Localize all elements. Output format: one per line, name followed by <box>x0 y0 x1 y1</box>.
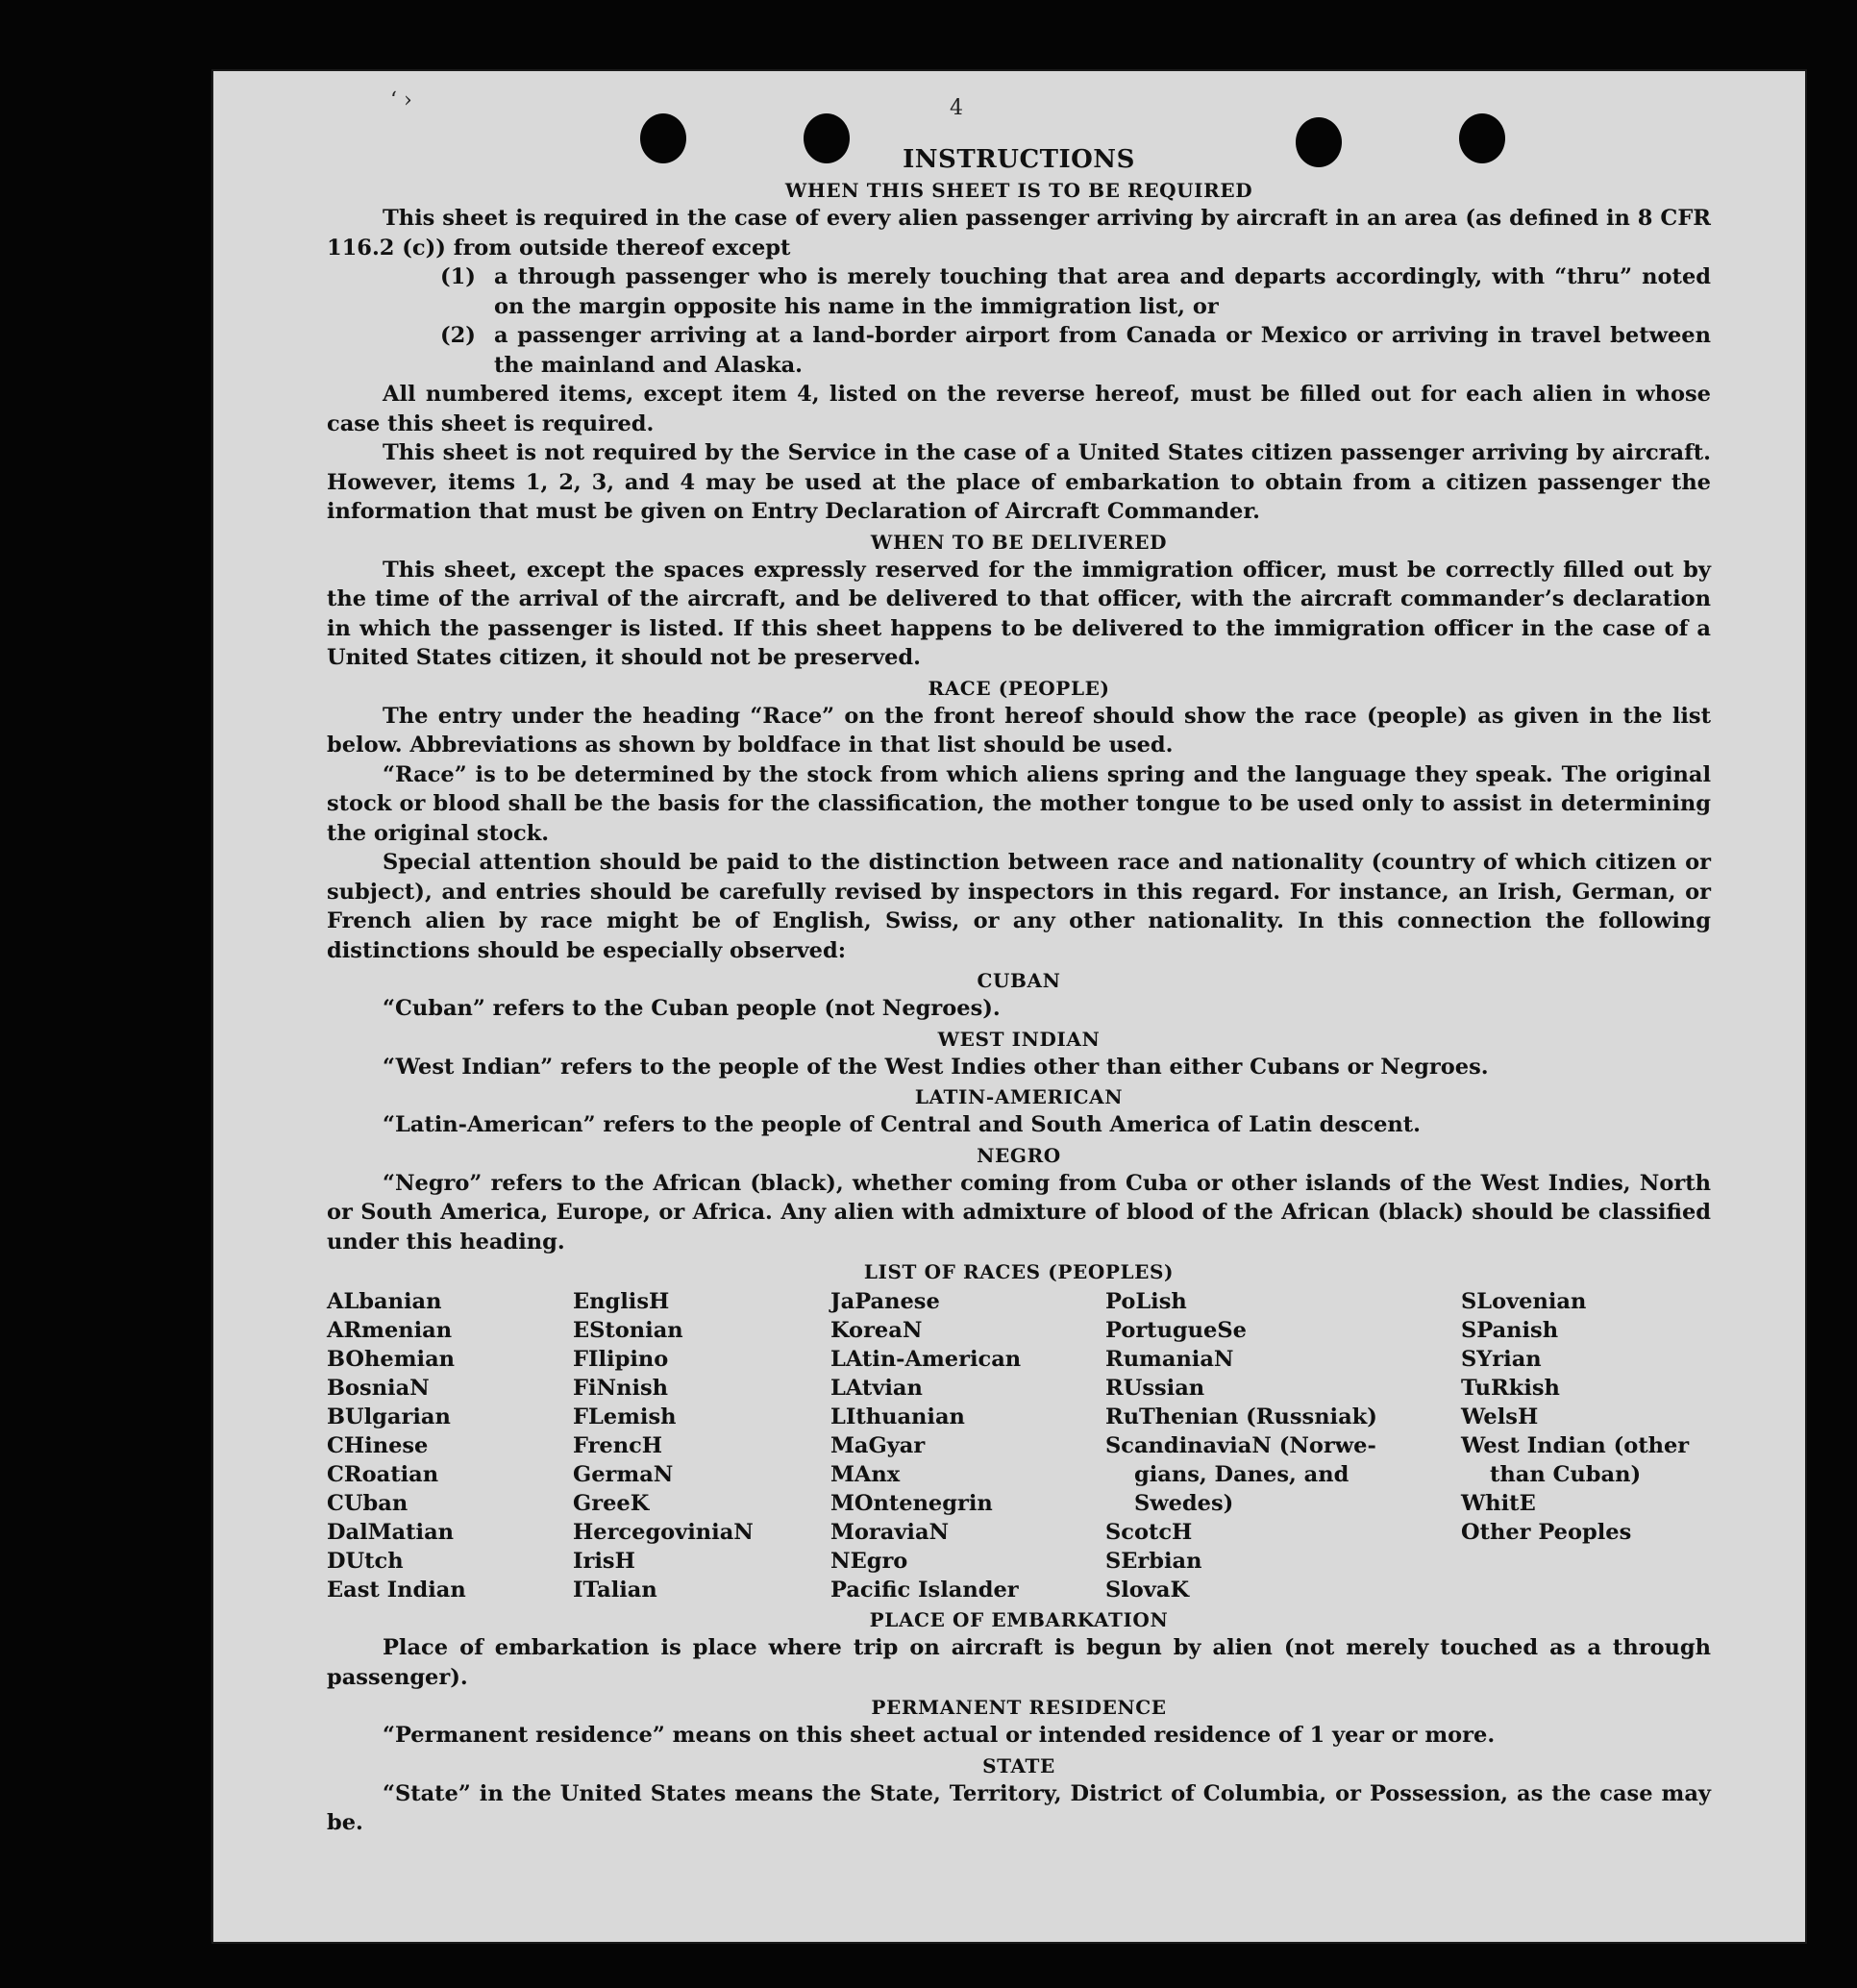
section-heading: CUBAN <box>977 969 1061 992</box>
race-entry: PortugueSe <box>1105 1318 1247 1343</box>
race-entry: ScotcH <box>1105 1520 1193 1545</box>
page-title: INSTRUCTIONS <box>903 145 1135 174</box>
section-heading: WHEN THIS SHEET IS TO BE REQUIRED <box>784 179 1253 202</box>
paragraph: “Latin-American” refers to the people of Central and South America of Latin descent. <box>383 1112 1421 1137</box>
race-entry: SErbian <box>1105 1549 1202 1574</box>
race-entry: West Indian (other <box>1461 1433 1690 1458</box>
race-entry: GermaN <box>573 1462 674 1487</box>
race-column <box>1105 1287 1461 1604</box>
race-entry: RumaniaN <box>1105 1347 1234 1372</box>
handwritten-mark: ‘ › <box>390 88 412 112</box>
race-column <box>1461 1287 1711 1604</box>
race-entry: JaPanese <box>830 1289 940 1314</box>
item-number: (1) <box>440 264 476 289</box>
section-heading: LATIN-AMERICAN <box>914 1085 1124 1108</box>
race-entry: FLemish <box>573 1404 677 1429</box>
race-entry: CHinese <box>327 1433 429 1458</box>
race-column <box>830 1287 1105 1604</box>
handwritten-page-number: 4 <box>950 96 963 120</box>
race-entry: Pacific Islander <box>830 1578 1019 1603</box>
race-entry: East Indian <box>327 1578 466 1603</box>
race-entry-continued: than Cuban) <box>1490 1462 1642 1487</box>
race-entry: CUban <box>327 1491 409 1516</box>
instructions-content <box>327 144 1711 1838</box>
race-entry: WhitE <box>1461 1491 1536 1516</box>
section-heading: LIST OF RACES (PEOPLES) <box>863 1260 1175 1283</box>
paragraph: Special attention should be paid to the distinction between race and nationality (country of which citizen or subject), and entries should be carefully revised by inspectors in this regard. For instance, an Irish, German, or French alien by race might be of English, Swiss, or any other nationality. In this connection the following distinctions should be especially observed: <box>327 850 1711 963</box>
race-entry: FiNnish <box>573 1376 669 1401</box>
race-entry: HercegoviniaN <box>573 1520 754 1545</box>
race-entry: SLovenian <box>1461 1289 1587 1314</box>
paragraph: “Race” is to be determined by the stock from which aliens spring and the language they speak. The original stock or blood shall be the basis for the classification, the mother tongue to be used only to assist in determining the original stock. <box>327 761 1711 846</box>
race-entry: CRoatian <box>327 1462 439 1487</box>
race-entry: ARmenian <box>327 1318 453 1343</box>
section-heading: PLACE OF EMBARKATION <box>869 1608 1169 1631</box>
race-entry: EnglisH <box>573 1289 670 1314</box>
race-entry: ScandinaviaN (Norwe- <box>1105 1433 1376 1458</box>
race-entry: LIthuanian <box>830 1404 965 1429</box>
section-heading: RACE (PEOPLE) <box>928 676 1110 700</box>
item-text: a through passenger who is merely touching that area and departs accordingly, with “thru” noted on the margin opposite his name in the immigration list, or <box>494 264 1711 319</box>
paragraph: This sheet is not required by the Service in the case of a United States citizen passenger arriving by aircraft. However, items 1, 2, 3, and 4 may be used at the place of embarkation to obtain from a citizen passenger the information that must be given on Entry Declaration of Aircraft Commander. <box>327 440 1711 524</box>
race-entry: SPanish <box>1461 1318 1559 1343</box>
paragraph: “Cuban” refers to the Cuban people (not Negroes). <box>383 996 1001 1021</box>
race-entry: MOntenegrin <box>830 1491 993 1516</box>
race-entry: BUlgarian <box>327 1404 451 1429</box>
race-entry: KoreaN <box>830 1318 923 1343</box>
race-entry: WelsH <box>1461 1404 1539 1429</box>
race-entry: ITalian <box>573 1578 657 1603</box>
race-entry: BOhemian <box>327 1347 456 1372</box>
race-entry: PoLish <box>1105 1289 1187 1314</box>
race-entry: ALbanian <box>327 1289 442 1314</box>
section-heading: STATE <box>982 1753 1055 1777</box>
paragraph: This sheet, except the spaces expressly reserved for the immigration officer, must be correctly filled out by the time of the arrival of the aircraft, and be delivered to that officer, with the aircraft commander’s declaration in which the passenger is listed. If this sheet happens to be delivered to the immigration officer in the case of a United States citizen, it should not be preserved. <box>327 557 1711 670</box>
race-entry-continued: Swedes) <box>1134 1491 1234 1516</box>
paragraph: The entry under the heading “Race” on the front hereof should show the race (people) as given in the list below. Abbreviations as shown by boldface in that list should be used. <box>327 703 1711 758</box>
race-entry: Other Peoples <box>1461 1520 1632 1545</box>
race-entry: BosniaN <box>327 1376 430 1401</box>
race-entry: NEgro <box>830 1549 908 1574</box>
race-entry: IrisH <box>573 1549 635 1574</box>
list-item <box>327 262 1711 321</box>
item-text: a passenger arriving at a land-border airport from Canada or Mexico or arriving in travel between the mainland and Alaska. <box>494 323 1711 378</box>
race-entry: DalMatian <box>327 1520 455 1545</box>
race-entry: MaGyar <box>830 1433 926 1458</box>
race-entry: MAnx <box>830 1462 901 1487</box>
race-entry: LAtin-American <box>830 1347 1022 1372</box>
paragraph: “Negro” refers to the African (black), whether coming from Cuba or other islands of the West Indies, North or South America, Europe, or Africa. Any alien with admixture of blood of the African (black) should be classified under this heading. <box>327 1170 1711 1255</box>
race-entry: EStonian <box>573 1318 683 1343</box>
paragraph: “Permanent residence” means on this sheet actual or intended residence of 1 year or more. <box>383 1723 1496 1748</box>
race-column <box>573 1287 830 1604</box>
race-entry: SlovaK <box>1105 1578 1190 1603</box>
race-entry: LAtvian <box>830 1376 923 1401</box>
race-entry: MoraviaN <box>830 1520 950 1545</box>
race-column <box>327 1287 573 1604</box>
race-entry: DUtch <box>327 1549 404 1574</box>
section-heading: WHEN TO BE DELIVERED <box>870 530 1168 554</box>
race-entry: TuRkish <box>1461 1376 1560 1401</box>
race-entry: GreeK <box>573 1491 650 1516</box>
race-entry: FrencH <box>573 1433 663 1458</box>
list-item <box>327 321 1711 380</box>
paragraph: “West Indian” refers to the people of the West Indies other than either Cubans or Negroes. <box>383 1054 1489 1080</box>
paragraph: “State” in the United States means the State, Territory, District of Columbia, or Possession, as the case may be. <box>327 1780 1711 1835</box>
paragraph: Place of embarkation is place where trip on aircraft is begun by alien (not merely touched as a through passenger). <box>327 1635 1711 1690</box>
race-entry: SYrian <box>1461 1347 1542 1372</box>
race-entry: RuThenian (Russniak) <box>1105 1404 1377 1429</box>
paragraph: All numbered items, except item 4, listed on the reverse hereof, must be filled out for each alien in whose case this sheet is required. <box>327 382 1711 436</box>
section-heading: NEGRO <box>977 1143 1061 1167</box>
race-entry: FIlipino <box>573 1347 669 1372</box>
race-entry-continued: gians, Danes, and <box>1134 1462 1349 1487</box>
section-heading: WEST INDIAN <box>937 1027 1101 1051</box>
paragraph: This sheet is required in the case of every alien passenger arriving by aircraft in an area (as defined in 8 CFR 116.2 (c)) from outside thereof except <box>327 206 1711 261</box>
race-list <box>327 1287 1711 1604</box>
section-heading: PERMANENT RESIDENCE <box>871 1696 1167 1719</box>
race-entry: RUssian <box>1105 1376 1205 1401</box>
item-number: (2) <box>440 323 476 348</box>
